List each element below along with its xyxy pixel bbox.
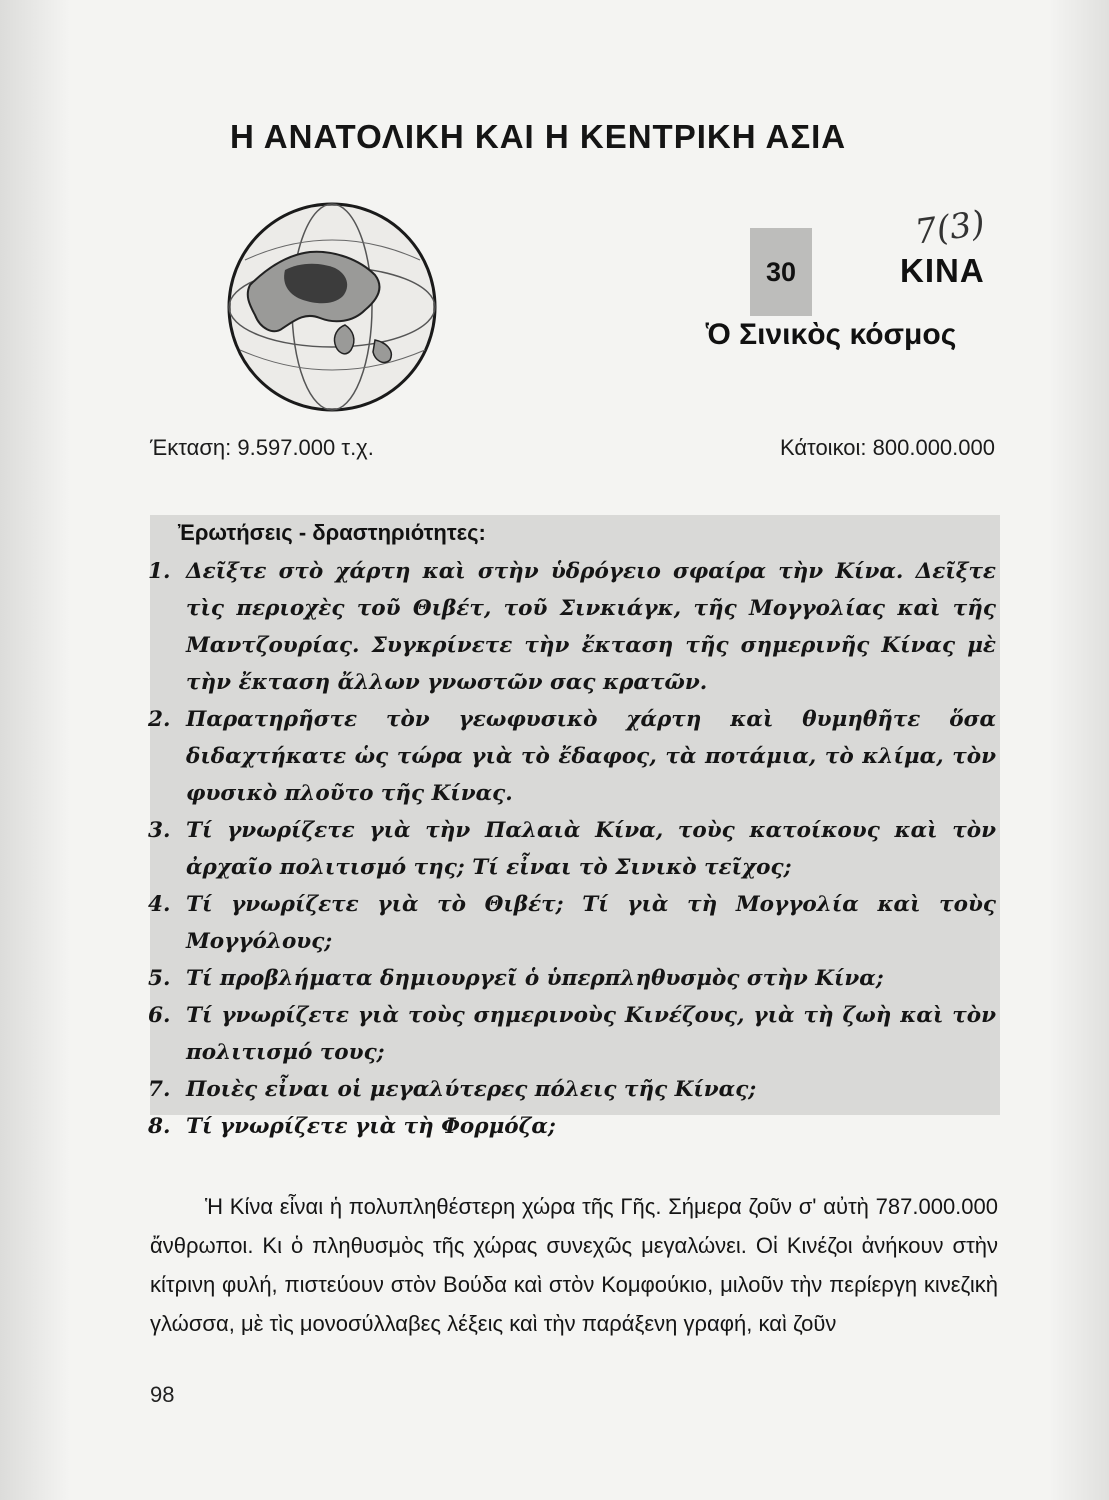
area-stat: Έκταση: 9.597.000 τ.χ. xyxy=(150,435,374,460)
questions-list xyxy=(148,553,996,1145)
question-number: 3. xyxy=(148,818,171,843)
globe-icon xyxy=(225,200,440,415)
population-stat: Κάτοικοι: 800.000.000 xyxy=(779,435,995,460)
question-number: 1. xyxy=(148,559,171,584)
question-text: Ποιὲς εἶναι οἱ μεγαλύτερες πόλεις τῆς Κίνας; xyxy=(186,1077,757,1102)
country-stats xyxy=(150,435,995,461)
question-number: 2. xyxy=(148,707,171,732)
question-text: Τί προβλήματα δημιουργεῖ ὁ ὑπερπληθυσμὸς στὴν Κίνα; xyxy=(186,966,884,991)
question-text: Τί γνωρίζετε γιὰ τοὺς σημερινοὺς Κινέζους, γιὰ τὴ ζωὴ καὶ τὸν πολιτισμό τους; xyxy=(186,1003,996,1065)
question-item xyxy=(148,960,996,997)
question-text: Τί γνωρίζετε γιὰ τὴν Παλαιὰ Κίνα, τοὺς κατοίκους καὶ τὸν ἀρχαῖο πολιτισμό της; Τί εἶναι τὸ Σινικὸ τεῖχος; xyxy=(186,818,996,880)
question-text: Παρατηρῆστε τὸν γεωφυσικὸ χάρτη καὶ θυμηθῆτε ὅσα διδαχτήκατε ὡς τώρα γιὰ τὸ ἔδαφος, τὰ ποτάμια, τὸ κλίμα, τὸν φυσικὸ πλοῦτο τῆς Κίνας. xyxy=(186,707,996,806)
page-shadow-right xyxy=(1049,0,1109,1500)
question-number: 5. xyxy=(148,966,171,991)
question-text: Τί γνωρίζετε γιὰ τὴ Φορμόζα; xyxy=(186,1114,556,1139)
handwritten-note: 7(3) xyxy=(912,203,988,253)
intro-paragraph: Ἡ Κίνα εἶναι ἡ πολυπληθέστερη χώρα τῆς Γῆς. Σήμερα ζοῦν σ' αὐτὴ 787.000.000 ἄνθρωποι. Κι ὁ πληθυσμὸς τῆς χώρας συνεχῶς μεγαλώνει. Οἱ Κινέζοι ἀνήκουν στὴν κίτρινη φυλή, πιστεύουν στὸν Βούδα καὶ στὸν Κομφούκιο, μιλοῦν τὴν περίεργη κινεζικὴ γλώσσα, μὲ τὶς μονοσύλλαβες λέξεις καὶ τὴν παράξενη γραφή, καὶ ζοῦν xyxy=(150,1194,998,1336)
question-item xyxy=(148,701,996,812)
question-number: 8. xyxy=(148,1114,171,1139)
question-number: 7. xyxy=(148,1077,171,1102)
questions-heading: Ἐρωτήσεις - δραστηριότητες: xyxy=(178,520,486,545)
question-text: Δεῖξτε στὸ χάρτη καὶ στὴν ὑδρόγειο σφαίρα τὴν Κίνα. Δεῖξτε τὶς περιοχὲς τοῦ Θιβέτ, τοῦ Σινκιάγκ, τῆς Μογγολίας καὶ τῆς Μαντζουρίας. Συγκρίνετε τὴν ἔκταση τῆς σημερινῆς Κίνας μὲ τὴν ἔκταση ἄλλων γνωστῶν σας κρατῶν. xyxy=(186,559,996,695)
chapter-title: ΚΙΝΑ xyxy=(900,252,985,289)
question-item xyxy=(148,997,996,1071)
question-item xyxy=(148,812,996,886)
question-item xyxy=(148,1071,996,1108)
lesson-number-badge: 30 xyxy=(750,228,812,316)
page-title: Η ΑΝΑΤΟΛΙΚΗ ΚΑΙ Η ΚΕΝΤΡΙΚΗ ΑΣΙΑ xyxy=(230,118,847,155)
question-item xyxy=(148,1108,996,1145)
chapter-subtitle: Ὁ Σινικὸς κόσμος xyxy=(706,318,957,351)
question-text: Τί γνωρίζετε γιὰ τὸ Θιβέτ; Τί γιὰ τὴ Μογγολία καὶ τοὺς Μογγόλους; xyxy=(186,892,996,954)
question-number: 6. xyxy=(148,1003,171,1028)
page-shadow-left xyxy=(0,0,70,1500)
question-item xyxy=(148,886,996,960)
question-number: 4. xyxy=(148,892,171,917)
page-number: 98 xyxy=(150,1382,175,1407)
question-item xyxy=(148,553,996,701)
